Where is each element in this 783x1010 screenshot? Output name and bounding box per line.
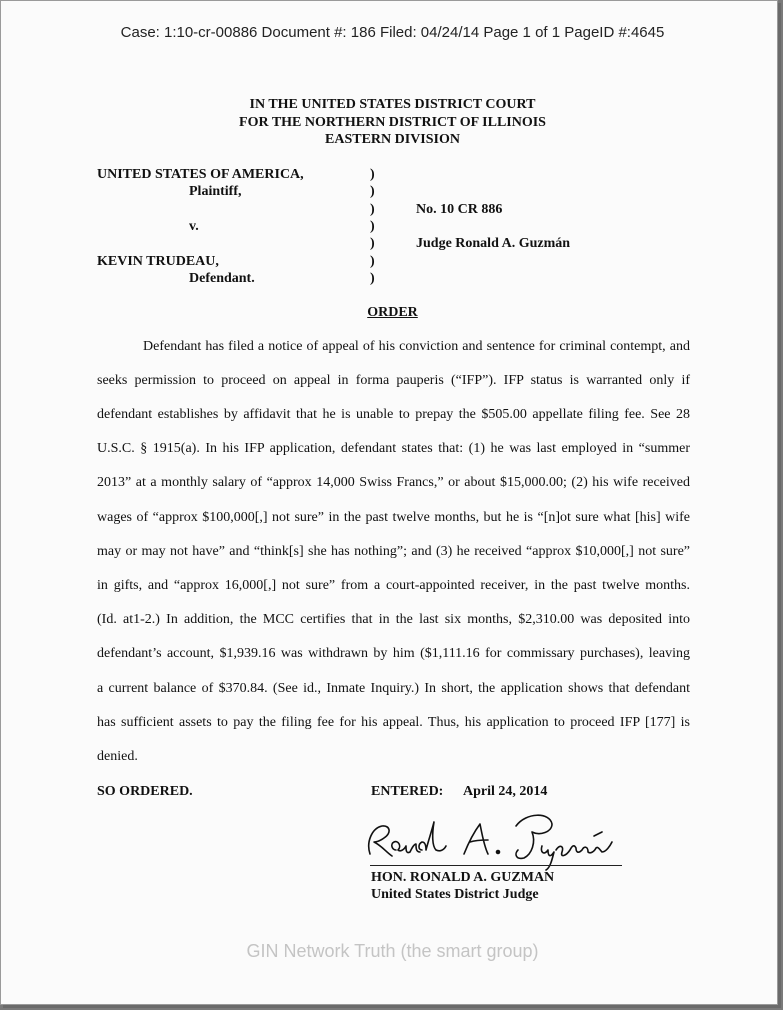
order-title: ORDER bbox=[367, 305, 418, 320]
judge-signature bbox=[356, 806, 646, 872]
body-line: a current balance of $370.84. (See id., Inmate Inquiry.) In short, the application shows that defendant bbox=[97, 681, 690, 696]
body-line: denied. bbox=[97, 749, 138, 764]
court-name-line-2: FOR THE NORTHERN DISTRICT OF ILLINOIS bbox=[239, 115, 546, 130]
caption-paren: ) bbox=[370, 219, 375, 234]
court-division: EASTERN DIVISION bbox=[325, 132, 460, 147]
body-line: 2013” at a monthly salary of “approx 14,000 Swiss Francs,” or about $15,000.00; (2) his wife received bbox=[97, 475, 690, 490]
caption-paren: ) bbox=[370, 184, 375, 199]
plaintiff-name: UNITED STATES OF AMERICA, bbox=[97, 167, 304, 182]
defendant-role: Defendant. bbox=[189, 271, 255, 286]
caption-paren: ) bbox=[370, 271, 375, 286]
assigned-judge: Judge Ronald A. Guzmán bbox=[416, 236, 571, 251]
judge-title: United States District Judge bbox=[371, 887, 539, 902]
case-number: No. 10 CR 886 bbox=[416, 202, 503, 217]
body-line: wages of “approx $100,000[,] not sure” in the past twelve months, but he is “[n]ot sure what [his] wife bbox=[97, 510, 690, 525]
body-line: in gifts, and “approx 16,000[,] not sure” from a court-appointed receiver, in the past twelve months. bbox=[97, 578, 690, 593]
body-line: may or may not have” and “think[s] she has nothing”; and (3) he received “approx $10,000[,] not sure” bbox=[97, 544, 690, 559]
caption-paren: ) bbox=[370, 236, 375, 251]
caption-paren: ) bbox=[370, 202, 375, 217]
body-line: U.S.C. § 1915(a). In his IFP application, defendant states that: (1) he was last employed in “summer bbox=[97, 441, 690, 456]
versus: v. bbox=[189, 219, 199, 234]
signature-line bbox=[370, 865, 622, 866]
court-name-line-1: IN THE UNITED STATES DISTRICT COURT bbox=[249, 97, 536, 112]
body-line: defendant’s account, $1,939.16 was withdrawn by him ($1,111.16 for commissary purchases), leaving bbox=[97, 646, 690, 661]
caption-paren: ) bbox=[370, 254, 375, 269]
so-ordered: SO ORDERED. bbox=[97, 784, 193, 799]
judge-name: HON. RONALD A. GUZMAN bbox=[371, 870, 555, 885]
body-line: Defendant has filed a notice of appeal of his conviction and sentence for criminal contempt, and bbox=[143, 339, 690, 354]
body-line: seeks permission to proceed on appeal in forma pauperis (“IFP”). IFP status is warranted only if bbox=[97, 373, 690, 388]
entered-label: ENTERED: bbox=[371, 784, 444, 799]
entered-date: April 24, 2014 bbox=[463, 784, 548, 799]
body-line: defendant establishes by affidavit that he is unable to prepay the $505.00 appellate filing fee. See 28 bbox=[97, 407, 690, 422]
defendant-name: KEVIN TRUDEAU, bbox=[97, 254, 219, 269]
caption-paren: ) bbox=[370, 167, 375, 182]
body-line: (Id. at1-2.) In addition, the MCC certifies that in the last six months, $2,310.00 was deposited into bbox=[97, 612, 690, 627]
watermark: GIN Network Truth (the smart group) bbox=[246, 941, 539, 961]
case-header: Case: 1:10-cr-00886 Document #: 186 Filed: 04/24/14 Page 1 of 1 PageID #:4645 bbox=[120, 24, 665, 41]
body-line: has sufficient assets to pay the filing fee for his appeal. Thus, his application to proceed IFP [177] is bbox=[97, 715, 690, 730]
plaintiff-role: Plaintiff, bbox=[189, 184, 242, 199]
